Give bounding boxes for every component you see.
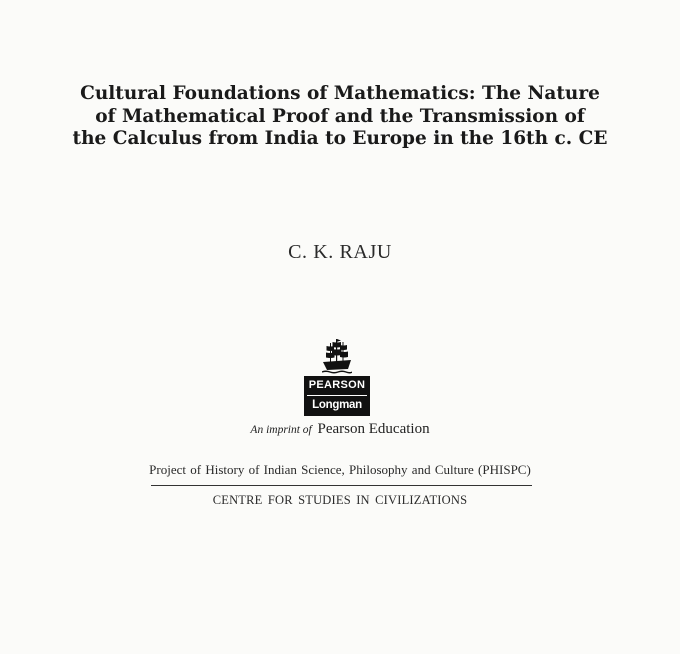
imprint-publisher: Pearson Education	[317, 421, 430, 437]
title-line: the Calculus from India to Europe in the 16th c. CE	[72, 128, 608, 149]
book-title	[0, 83, 680, 151]
ship-icon	[322, 338, 352, 374]
divider	[151, 485, 532, 486]
centre-name: CENTRE FOR STUDIES IN CIVILIZATIONS	[212, 493, 468, 507]
author-name: C. K. RAJU	[288, 241, 392, 263]
title-line: Cultural Foundations of Mathematics: The Nature	[80, 83, 600, 104]
logo-top-text: PEARSON	[308, 379, 366, 391]
imprint-prefix: An imprint of	[250, 424, 312, 436]
publisher-logo	[304, 338, 370, 418]
imprint-line	[0, 421, 680, 438]
title-line: of Mathematical Proof and the Transmission of	[95, 105, 585, 127]
logo-bottom-text: Longman	[312, 399, 362, 411]
publisher-logo-box	[304, 376, 370, 416]
project-name: Project of History of Indian Science, Philosophy and Culture (PHISPC)	[149, 462, 531, 477]
